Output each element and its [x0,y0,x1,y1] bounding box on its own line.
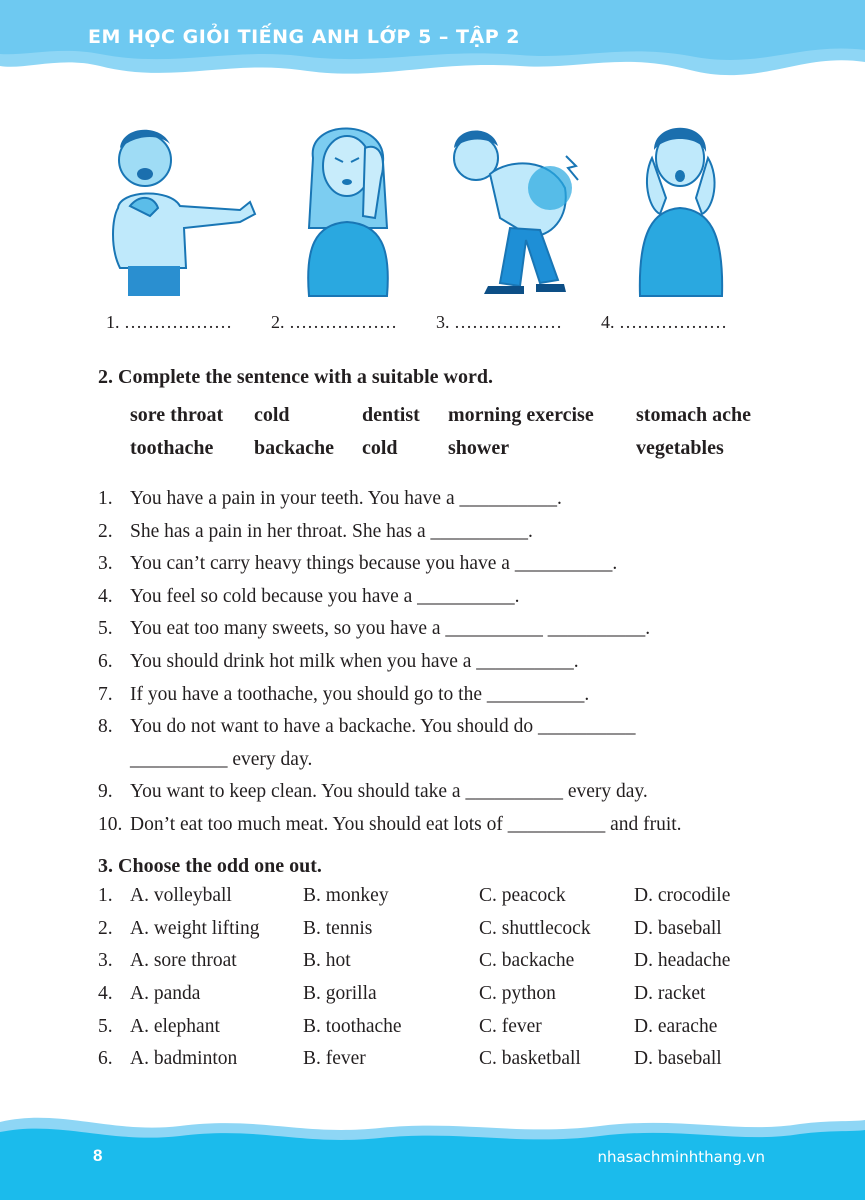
page-footer [0,1100,865,1200]
list-item: 9. You want to keep clean. You should take a __________ every day. [98,781,648,803]
illustration-headache-icon [295,118,405,303]
list-item: 6. A. badminton B. fever C. basketball D. baseball [98,1048,722,1070]
word-box [130,404,790,470]
word: sore throat [130,404,224,426]
list-item: 1. You have a pain in your teeth. You have a __________. [98,488,562,509]
list-item: __________ every day. [130,748,313,770]
list-item: 4. You feel so cold because you have a __________. [98,585,520,607]
word-row [130,437,790,470]
list-item: 3. You can’t carry heavy things because you have a __________. [98,553,618,575]
list-item: 1. A. volleyball B. monkey C. peacock D. crocodile [98,885,731,906]
illustration-captions [106,312,766,333]
page-number: 8 [93,1146,103,1165]
list-item: 3. A. sore throat B. hot C. backache D. headache [98,950,731,972]
sentence-list [98,483,778,842]
section-2-title: 2. Complete the sentence with a suitable word. [98,366,493,388]
word-row [130,404,790,437]
list-item: 2. She has a pain in her throat. She has a __________. [98,520,533,542]
odd-one-out-list [98,885,778,1081]
website-link: nhasachminhthang.vn [597,1148,765,1166]
word: dentist [362,404,420,426]
word: toothache [130,437,214,459]
word: stomach ache [636,404,751,426]
caption-3: 3. ……………… [436,312,562,332]
caption-1: 1. ……………… [106,312,232,332]
list-item: 5. A. elephant B. toothache C. fever D. earache [98,1015,718,1037]
list-item: 2. A. weight lifting B. tennis C. shuttlecock D. baseball [98,917,722,939]
list-item: 5. You eat too many sweets, so you have a __________ __________. [98,618,651,640]
word: shower [448,437,510,459]
caption-4: 4. ……………… [601,312,727,332]
illustration-toothache-icon [630,118,740,303]
word: cold [254,404,290,426]
caption-2: 2. ……………… [271,312,397,332]
book-title: EM HỌC GIỎI TIẾNG ANH LỚP 5 – TẬP 2 [88,26,520,48]
list-item: 7. If you have a toothache, you should go to the __________. [98,683,590,705]
list-item: 4. A. panda B. gorilla C. python D. racket [98,983,706,1005]
illustration-backache-icon [440,118,590,303]
word: vegetables [636,437,724,459]
list-item: 6. You should drink hot milk when you have a __________. [98,650,579,672]
illustration-sore-throat-icon [100,118,260,303]
word: cold [362,437,398,459]
word: morning exercise [448,404,594,426]
section-3-title: 3. Choose the odd one out. [98,855,322,877]
page-header [0,0,865,90]
list-item: 10. Don’t eat too much meat. You should eat lots of __________ and fruit. [98,813,682,835]
word: backache [254,437,334,459]
list-item: 8. You do not want to have a backache. You should do __________ [98,716,636,738]
